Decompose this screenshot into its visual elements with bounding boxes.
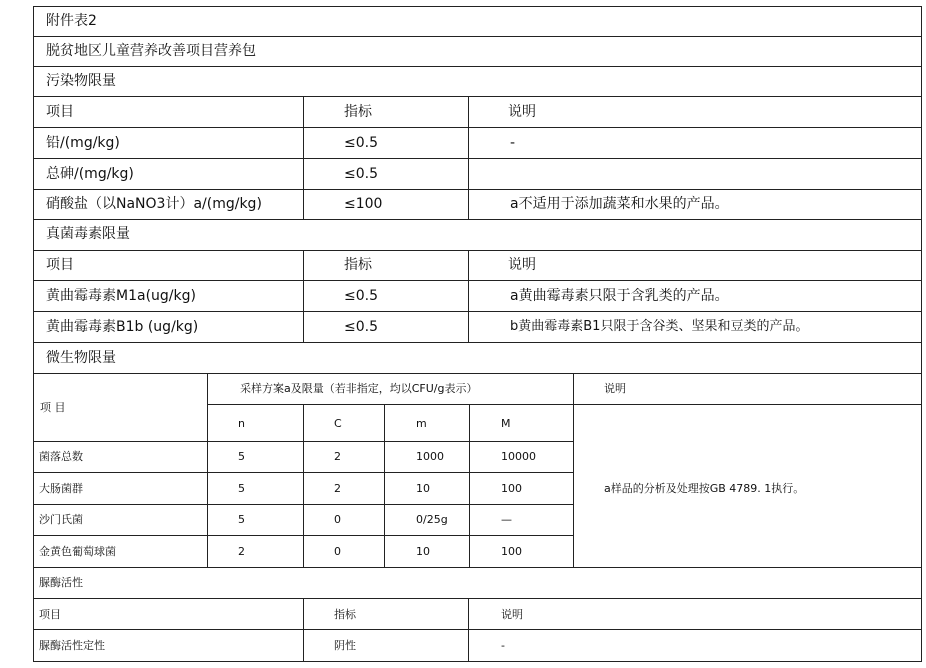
table-cell-item: 黄曲霉毒素B1b (ug/kg) bbox=[46, 319, 199, 335]
rule bbox=[384, 404, 385, 568]
document-title: 附件表2 bbox=[46, 13, 97, 29]
table-cell-c: 0 bbox=[334, 513, 341, 526]
column-header-m-lower: m bbox=[416, 417, 427, 430]
table-cell-item: 菌落总数 bbox=[39, 450, 83, 463]
table-cell-m-upper: 10000 bbox=[501, 450, 536, 463]
table-cell-m-upper: 100 bbox=[501, 545, 522, 558]
table-cell-indicator: ≤100 bbox=[344, 196, 383, 212]
rule bbox=[921, 6, 922, 662]
microbes-note: a样品的分析及处理按GB 4789. 1执行。 bbox=[604, 482, 805, 495]
rule bbox=[468, 250, 469, 343]
rule bbox=[207, 404, 922, 405]
section-heading-contaminants: 污染物限量 bbox=[46, 73, 116, 89]
rule bbox=[33, 6, 34, 662]
section-heading-urease: 脲酶活性 bbox=[39, 576, 83, 589]
table-cell-note: a黄曲霉毒素只限于含乳类的产品。 bbox=[510, 288, 729, 304]
rule bbox=[303, 598, 304, 662]
table-cell-indicator: 阴性 bbox=[334, 639, 356, 652]
table-cell-c: 2 bbox=[334, 482, 341, 495]
rule bbox=[33, 280, 922, 281]
table-cell-indicator: ≤0.5 bbox=[344, 319, 378, 335]
column-header-note: 说明 bbox=[604, 382, 626, 395]
rule bbox=[303, 96, 304, 220]
rule bbox=[33, 311, 922, 312]
rule bbox=[33, 96, 922, 97]
rule bbox=[33, 158, 922, 159]
column-header-item: 项目 bbox=[39, 608, 61, 621]
rule bbox=[33, 219, 922, 220]
table-cell-item: 大肠菌群 bbox=[39, 482, 83, 495]
rule bbox=[469, 404, 470, 568]
table-cell-indicator: ≤0.5 bbox=[344, 166, 378, 182]
table-cell-m-lower: 1000 bbox=[416, 450, 444, 463]
table-cell-m-upper: — bbox=[501, 513, 512, 526]
table-cell-n: 5 bbox=[238, 482, 245, 495]
table-cell-item: 硝酸盐（以NaNO3计）a/(mg/kg) bbox=[46, 196, 262, 212]
column-header-indicator: 指标 bbox=[344, 104, 372, 120]
column-header-note: 说明 bbox=[501, 608, 523, 621]
rule bbox=[573, 373, 574, 568]
column-header-item: 项目 bbox=[46, 257, 74, 273]
rule bbox=[33, 66, 922, 67]
rule bbox=[33, 567, 922, 568]
table-cell-item: 金黄色葡萄球菌 bbox=[39, 545, 116, 558]
table-cell-n: 5 bbox=[238, 450, 245, 463]
column-header-indicator: 指标 bbox=[344, 257, 372, 273]
rule bbox=[303, 404, 304, 568]
column-header-n: n bbox=[238, 417, 245, 430]
section-heading-mycotoxins: 真菌毒素限量 bbox=[46, 226, 130, 242]
document-subtitle: 脱贫地区儿童营养改善项目营养包 bbox=[46, 43, 256, 59]
table-cell-n: 5 bbox=[238, 513, 245, 526]
table-cell-indicator: ≤0.5 bbox=[344, 135, 378, 151]
table-cell-c: 2 bbox=[334, 450, 341, 463]
table-cell-note: b黄曲霉毒素B1只限于含谷类、坚果和豆类的产品。 bbox=[510, 319, 809, 334]
table-cell-item: 铅/(mg/kg) bbox=[46, 135, 120, 151]
table-cell-m-lower: 10 bbox=[416, 482, 430, 495]
table-cell-m-lower: 10 bbox=[416, 545, 430, 558]
rule bbox=[33, 36, 922, 37]
rule bbox=[207, 373, 208, 568]
table-cell-item: 沙门氏菌 bbox=[39, 513, 83, 526]
table-cell-n: 2 bbox=[238, 545, 245, 558]
table-cell-indicator: ≤0.5 bbox=[344, 288, 378, 304]
section-heading-microbes: 微生物限量 bbox=[46, 350, 116, 366]
column-header-m-upper: M bbox=[501, 417, 511, 430]
rule bbox=[33, 127, 922, 128]
rule bbox=[33, 250, 922, 251]
column-header-sampling-plan: 采样方案a及限量（若非指定，均以CFU/g表示） bbox=[240, 382, 478, 395]
column-header-c: C bbox=[334, 417, 342, 430]
table-cell-note: a不适用于添加蔬菜和水果的产品。 bbox=[510, 196, 729, 212]
table-cell-m-lower: 0/25g bbox=[416, 513, 448, 526]
rule bbox=[468, 96, 469, 220]
rule bbox=[33, 189, 922, 190]
table-cell-note: - bbox=[501, 639, 505, 652]
table-cell-note: - bbox=[510, 135, 516, 151]
column-header-item: 项 目 bbox=[40, 401, 66, 414]
table-cell-item: 黄曲霉毒素M1a(ug/kg) bbox=[46, 288, 196, 304]
rule bbox=[33, 6, 922, 7]
table-cell-c: 0 bbox=[334, 545, 341, 558]
table-cell-item: 总砷/(mg/kg) bbox=[46, 166, 134, 182]
rule bbox=[33, 661, 922, 662]
table-cell-m-upper: 100 bbox=[501, 482, 522, 495]
rule bbox=[33, 629, 922, 630]
column-header-item: 项目 bbox=[46, 104, 74, 120]
column-header-note: 说明 bbox=[508, 104, 536, 120]
column-header-note: 说明 bbox=[508, 257, 536, 273]
column-header-indicator: 指标 bbox=[334, 608, 356, 621]
rule bbox=[33, 598, 922, 599]
rule bbox=[468, 598, 469, 662]
rule bbox=[33, 373, 922, 374]
rule bbox=[33, 342, 922, 343]
rule bbox=[303, 250, 304, 343]
table-cell-item: 脲酶活性定性 bbox=[39, 639, 105, 652]
